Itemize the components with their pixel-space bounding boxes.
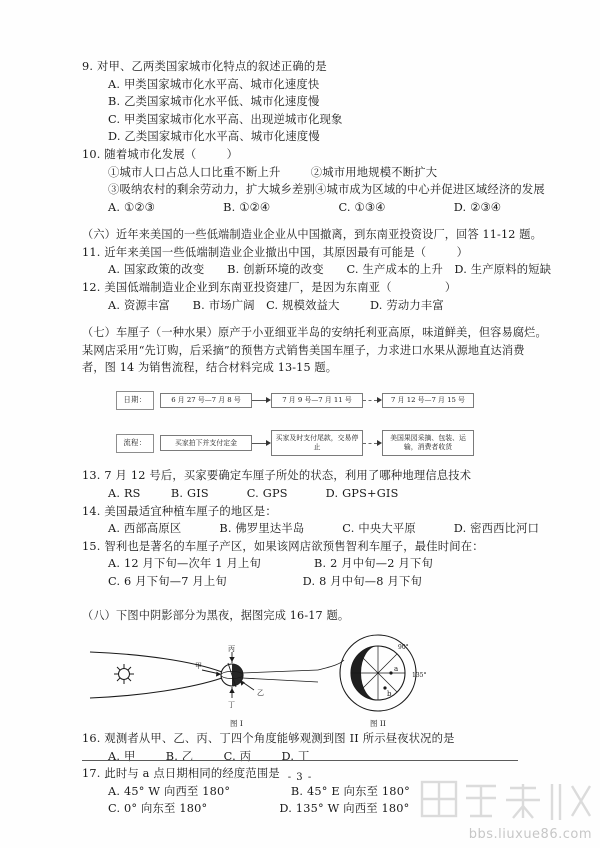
question-9-option-c: C. 甲类国家城市化水平高、出现逆城市化现象 [108,112,343,126]
section-seven-intro-line1: （七）车厘子（一种水果）原产于小亚细亚半岛的安纳托利亚高原，味道鲜美，但容易腐烂。 [82,326,547,340]
page-number: - 3 - [287,772,313,783]
question-16-stem: 16. 观测者从甲、乙、丙、丁四个角度能够观测到图 II 所示昼夜状况的是 [82,731,455,745]
flowchart-process-box-2: 买家及时支付尾款，交易停止 [271,430,363,456]
question-17-options-ab: A. 45° W 向西至 180° B. 45° E 向东至 180° [108,784,410,798]
question-12-stem: 12. 美国低端制造业企业到东南亚投资建厂，是因为东南亚（ ） [82,280,457,294]
orbit-label-jia: 甲 [195,661,202,670]
orbit-label-bing: 丙 [228,644,235,653]
question-9-option-b: B. 乙类国家城市化水平低、城市化速度慢 [108,95,320,109]
question-9-stem: 9. 对甲、乙两类国家城市化特点的叙述正确的是 [82,60,327,73]
flowchart-process-box-1: 买家拍下并支付定金 [160,435,252,451]
flowchart-date-row [116,385,484,415]
flowchart-process-label: 流程： [116,434,154,453]
section-eight-intro: （八）下图中阴影部分为黑夜，据图完成 16-17 题。 [82,608,350,622]
orbit-label-yi: 乙 [257,688,264,697]
spacer [82,216,522,226]
watermark-svg [418,776,594,828]
question-13-options: A. RS B. GIS C. GPS D. GPS+GIS [108,486,399,500]
question-13-stem: 13. 7 月 12 号后，买家要确定车厘子所处的状态，利用了哪种地理信息技术 [82,469,472,483]
flowchart-process-box-3: 美国果园采摘、包装、运输，消费者收货 [382,430,474,456]
section-six-intro: （六）近年来美国的一些低端制造业企业从中国撤离，到东南亚投资设厂，回答 11-12 题。 [82,228,542,242]
footer-divider [82,760,518,761]
flowchart-date-box-2: 7 月 9 号—7 月 11 号 [271,393,363,408]
figure-captions [82,718,522,730]
question-17-stem: 17. 此时与 a 点日期相同的经度范围是 [82,767,280,781]
globe-point-a-label: a [394,664,399,673]
question-10-options: A. ①②③ B. ①②④ C. ①③④ D. ②③④ [108,200,502,214]
spacer [82,314,522,324]
question-17-options-cd: C. 0° 向东至 180° D. 135° W 向西至 180° [108,802,410,816]
question-10-statement-3-4: ③吸纳农村的剩余劳动力，扩大城乡差别④城市成为区域的中心并促进区域经济的发展 [108,183,545,197]
question-11-stem: 11. 近年来美国一些低端制造业企业撤出中国，其原因最有可能是（ ） [82,245,469,259]
arrow-icon [363,397,382,403]
cherry-sales-flowchart [82,383,522,463]
section-seven-intro-line2: 某网店采用“先订购，后采摘”的预售方式销售美国车厘子，力求进口水果从源地直达消费 [82,343,525,357]
figure-svg [82,630,522,716]
question-15-options-ab: A. 12 月下旬—次年 1 月上旬 B. 2 月中旬—2 月下旬 [108,557,433,571]
arrow-icon [363,440,382,446]
globe-angle-90-label: 90° [398,643,409,651]
question-14-options: A. 西部高原区 B. 佛罗里达半岛 C. 中央大平原 D. 密西西比河口 [108,522,540,536]
globe-angle-135-label: 135° [412,671,427,679]
question-15-stem: 15. 智利也是著名的车厘子产区，如果该网店欲预售智利车厘子，最佳时间在： [82,539,484,553]
watermark-logo [418,776,594,832]
page-content [82,58,552,818]
question-11-options: A. 国家政策的改变 B. 创新环境的改变 C. 生产成本的上升 D. 生产原料的短缺 [108,263,552,277]
arrow-icon [252,440,271,446]
figure-caption-2: 图 II [370,718,386,728]
sun-icon [114,664,134,684]
flowchart-date-label: 日期： [116,391,154,410]
earth-sun-day-night-figure [82,630,522,716]
globe-point-b-label: b [387,689,392,698]
orbit-label-ding: 丁 [228,700,235,709]
spacer [82,591,522,607]
section-seven-intro-line3: 者，图 14 为销售流程，结合材料完成 13-15 题。 [82,360,338,374]
watermark-url: bbs.liuxue86.com [468,827,592,842]
question-16-options: A. 甲 B. 乙 C. 丙 D. 丁 [108,749,310,763]
flowchart-date-box-1: 6 月 27 号—7 月 8 号 [160,393,252,408]
arrow-icon [252,397,271,403]
question-10-stem: 10. 随着城市化发展（ ） [82,147,239,161]
question-9-option-a: A. 甲类国家城市化水平高、城市化速度快 [108,77,320,91]
question-9-option-d: D. 乙类国家城市化水平高、城市化速度慢 [108,130,320,144]
question-12-options: A. 资源丰富 B. 市场广阔 C. 规模效益大 D. 劳动力丰富 [108,298,444,312]
question-15-options-cd: C. 6 月下旬—7 月上旬 D. 8 月中旬—8 月下旬 [108,574,422,588]
question-10-statement-1-2: ①城市人口占总人口比重不断上升 ②城市用地规模不断扩大 [108,165,438,179]
figure-caption-1: 图 I [230,718,243,728]
flowchart-process-row [116,426,484,460]
flowchart-date-box-3: 7 月 12 号—7 月 15 号 [382,393,474,408]
question-14-stem: 14. 美国最适宜种植车厘子的地区是： [82,504,277,518]
